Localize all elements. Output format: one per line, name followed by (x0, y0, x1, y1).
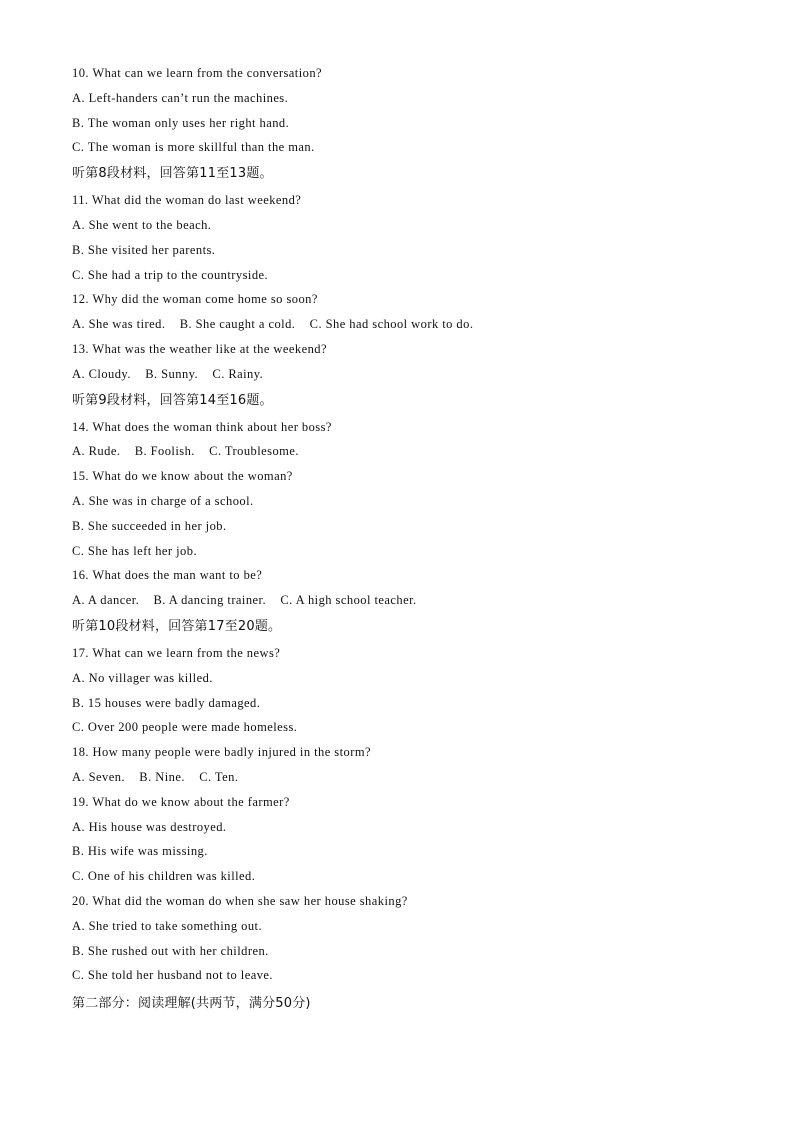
option-15a: A. She was in charge of a school. (72, 493, 254, 508)
question-20: 20. What did the woman do when she saw her house shaking? (72, 893, 408, 908)
section-heading-passage-9: 听第9段材料，回答第14至16题。 (72, 392, 273, 408)
option-19b: B. His wife was missing. (72, 844, 208, 859)
option-20b: B. She rushed out with her children. (72, 943, 269, 958)
question-18: 18. How many people were badly injured in the storm? (72, 745, 372, 760)
question-11: 11. What did the woman do last weekend? (72, 193, 302, 208)
question-19: 19. What do we know about the farmer? (72, 794, 290, 809)
question-17: 17. What can we learn from the news? (72, 645, 281, 660)
option-19a: A. His house was destroyed. (72, 819, 227, 834)
option-20c: C. She told her husband not to leave. (72, 968, 273, 983)
option-10b: B. The woman only uses her right hand. (72, 115, 290, 130)
question-16: 16. What does the man want to be? (72, 568, 263, 583)
question-13: 13. What was the weather like at the weekend? (72, 341, 327, 356)
question-12: 12. Why did the woman come home so soon? (72, 292, 318, 307)
option-17b: B. 15 houses were badly damaged. (72, 695, 261, 710)
options-13: A. Cloudy. B. Sunny. C. Rainy. (72, 366, 264, 381)
option-10a: A. Left-handers can’t run the machines. (72, 90, 289, 105)
option-11c: C. She had a trip to the countryside. (72, 267, 269, 282)
option-11b: B. She visited her parents. (72, 242, 216, 257)
options-18: A. Seven. B. Nine. C. Ten. (72, 769, 239, 784)
section-heading-passage-10: 听第10段材料，回答第17至20题。 (72, 618, 282, 634)
exam-page (72, 64, 752, 1021)
question-10: 10. What can we learn from the conversation? (72, 66, 323, 80)
options-14: A. Rude. B. Foolish. C. Troublesome. (72, 444, 299, 459)
options-12: A. She was tired. B. She caught a cold. C. She had school work to do. (72, 317, 474, 332)
option-11a: A. She went to the beach. (72, 217, 212, 232)
option-19c: C. One of his children was killed. (72, 869, 256, 884)
option-17a: A. No villager was killed. (72, 670, 213, 685)
part-two-heading: 第二部分：阅读理解(共两节，满分50分) (72, 996, 311, 1012)
option-15c: C. She has left her job. (72, 543, 198, 558)
option-20a: A. She tried to take something out. (72, 918, 263, 933)
option-17c: C. Over 200 people were made homeless. (72, 720, 298, 735)
options-16: A. A dancer. B. A dancing trainer. C. A high school teacher. (72, 593, 417, 608)
section-heading-passage-8: 听第8段材料，回答第11至13题。 (72, 166, 273, 182)
question-15: 15. What do we know about the woman? (72, 469, 293, 484)
option-15b: B. She succeeded in her job. (72, 518, 227, 533)
question-14: 14. What does the woman think about her boss? (72, 419, 332, 434)
option-10c: C. The woman is more skillful than the man. (72, 140, 315, 155)
